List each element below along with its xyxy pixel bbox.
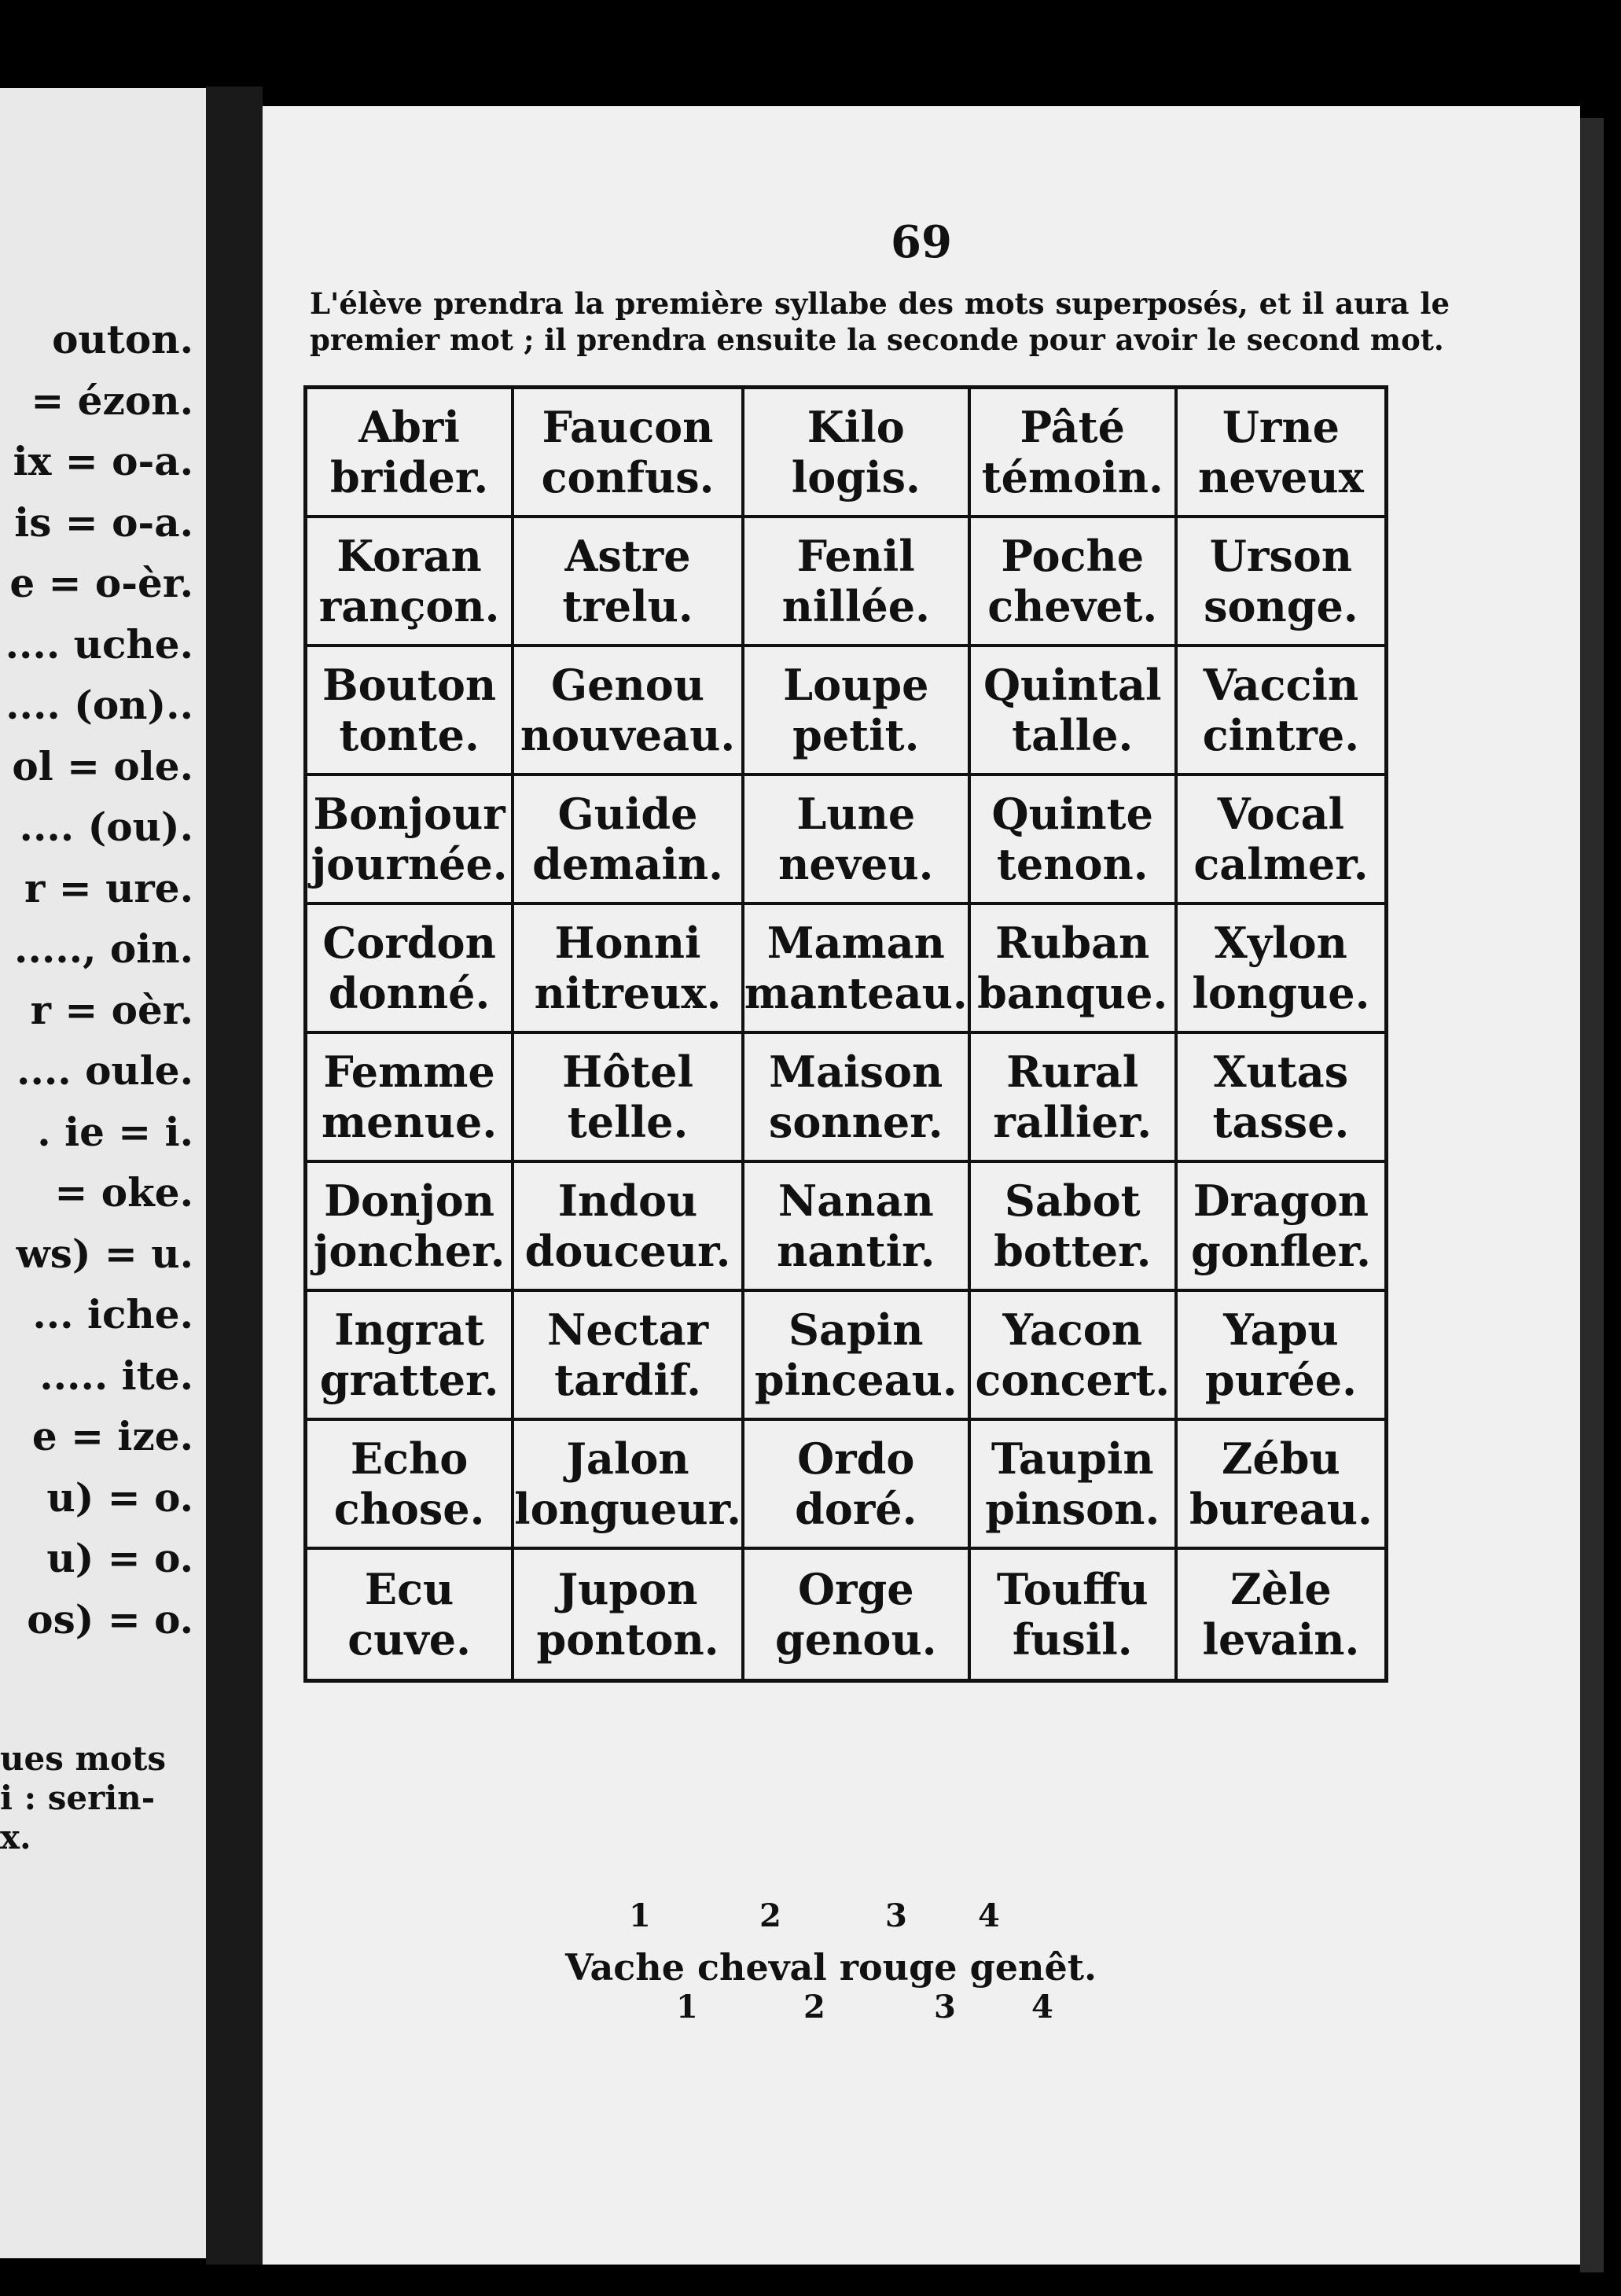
first-word: Astre — [564, 531, 691, 581]
left-page — [0, 88, 206, 2258]
second-word: trelu. — [562, 581, 693, 631]
left-page-line: ... iche. — [32, 1291, 193, 1337]
left-page-line: e = ize. — [31, 1413, 193, 1459]
second-word: rallier. — [993, 1097, 1152, 1147]
first-word: Dragon — [1193, 1176, 1369, 1226]
right-page — [263, 106, 1580, 2265]
first-word: Zébu — [1222, 1433, 1340, 1484]
second-word: petit. — [792, 710, 920, 760]
second-word: tasse. — [1212, 1097, 1350, 1147]
left-page-line: u) = o. — [46, 1535, 193, 1581]
second-word: cuve. — [347, 1614, 471, 1665]
left-page-line: .... (on).. — [6, 682, 193, 728]
first-word: Loupe — [783, 660, 929, 710]
first-word: Rural — [1006, 1047, 1139, 1097]
left-page-line: os) = o. — [27, 1595, 193, 1643]
grid-cell — [971, 1034, 1178, 1163]
first-word: Vaccin — [1203, 660, 1359, 710]
position-number: 4 — [1031, 1989, 1053, 2026]
grid-cell — [514, 1550, 744, 1679]
grid-cell — [514, 647, 744, 776]
second-word: témoin. — [981, 452, 1163, 502]
first-word: Bouton — [322, 660, 497, 710]
first-word: Xylon — [1214, 918, 1347, 968]
first-word: Yacon — [1002, 1304, 1142, 1355]
second-word: demain. — [532, 839, 723, 889]
first-word: Jupon — [557, 1564, 698, 1614]
grid-cell — [514, 905, 744, 1034]
second-word: ponton. — [536, 1614, 719, 1665]
grid-cell — [744, 776, 971, 905]
first-word: Yapu — [1223, 1304, 1339, 1355]
position-number: 3 — [885, 1897, 907, 1934]
left-page-line: = oke. — [54, 1169, 193, 1216]
first-word: Urson — [1209, 531, 1353, 581]
position-number: 2 — [803, 1989, 825, 2026]
second-word: manteau. — [744, 968, 968, 1018]
second-word: douceur. — [524, 1226, 731, 1276]
second-word: nantir. — [777, 1226, 935, 1276]
grid-cell — [971, 776, 1178, 905]
grid-cell — [1178, 905, 1384, 1034]
page-number: 69 — [891, 216, 952, 268]
first-word: Xutas — [1213, 1047, 1349, 1097]
second-word: neveux — [1198, 452, 1364, 502]
second-word: nillée. — [781, 581, 930, 631]
second-word: doré. — [795, 1484, 917, 1534]
second-word: chose. — [333, 1484, 485, 1534]
second-word: confus. — [541, 452, 715, 502]
second-word: longue. — [1192, 968, 1370, 1018]
grid-cell — [971, 1163, 1178, 1292]
grid-cell — [307, 1421, 514, 1550]
left-page-line: ....., oin. — [14, 925, 193, 972]
first-word: Zèle — [1230, 1564, 1332, 1614]
book-spine — [206, 86, 263, 2265]
grid-cell — [307, 647, 514, 776]
left-page-line: . ie = i. — [37, 1108, 193, 1155]
grid-cell — [307, 1550, 514, 1679]
first-word: Honni — [554, 918, 701, 968]
left-page-line: ol = ole. — [12, 742, 193, 789]
grid-cell — [971, 518, 1178, 647]
grid-cell — [514, 1034, 744, 1163]
grid-cell — [514, 389, 744, 518]
first-word: Bonjour — [313, 789, 505, 839]
first-word: Genou — [551, 660, 705, 710]
second-word: logis. — [791, 452, 921, 502]
left-page-line: is = o-a. — [14, 499, 193, 546]
first-word: Indou — [557, 1176, 698, 1226]
instruction-text: L'élève prendra la première syllabe des mots superposés, et il aura le premier mot ; il prendra ensuite la seconde pour avoir le second mot. — [310, 286, 1450, 357]
grid-cell — [307, 518, 514, 647]
first-word: Guide — [557, 789, 698, 839]
grid-cell — [307, 1163, 514, 1292]
second-word: talle. — [1012, 710, 1134, 760]
left-page-line: u) = o. — [46, 1474, 193, 1521]
second-word: neveu. — [778, 839, 934, 889]
grid-cell — [1178, 1550, 1384, 1679]
first-word: Koran — [336, 531, 482, 581]
first-word: Maman — [766, 918, 945, 968]
left-page-line: .... (ou). — [19, 804, 193, 850]
grid-cell — [514, 1292, 744, 1421]
left-page-note-line: x. — [0, 1818, 31, 1856]
first-word: Quintal — [983, 660, 1162, 710]
first-word: Abri — [358, 402, 460, 452]
first-word: Ecu — [364, 1564, 454, 1614]
grid-cell — [1178, 518, 1384, 647]
grid-cell — [744, 1292, 971, 1421]
first-word: Sabot — [1004, 1176, 1141, 1226]
first-word: Pâté — [1020, 402, 1125, 452]
page-edge — [1580, 118, 1604, 2272]
first-word: Maison — [769, 1047, 943, 1097]
grid-cell — [307, 389, 514, 518]
grid-cell — [1178, 1421, 1384, 1550]
first-word: Urne — [1222, 402, 1340, 452]
second-word: bureau. — [1189, 1484, 1373, 1534]
grid-cell — [307, 776, 514, 905]
left-page-line: e = o-èr. — [9, 560, 193, 606]
second-word: songe. — [1204, 581, 1358, 631]
second-word: tenon. — [996, 839, 1149, 889]
second-word: donné. — [328, 968, 491, 1018]
second-word: telle. — [567, 1097, 689, 1147]
left-page-note-line: ues mots — [0, 1739, 167, 1778]
left-page-line: ix = o-a. — [13, 438, 193, 484]
left-page-line: outon. — [52, 316, 193, 362]
left-page-line: .... uche. — [5, 620, 193, 668]
first-word: Orge — [797, 1564, 914, 1614]
grid-cell — [744, 1163, 971, 1292]
grid-cell — [1178, 1292, 1384, 1421]
first-word: Quinte — [991, 789, 1153, 839]
second-word: fusil. — [1012, 1614, 1133, 1665]
grid-cell — [307, 1034, 514, 1163]
first-word: Hôtel — [562, 1047, 693, 1097]
first-word: Vocal — [1217, 789, 1345, 839]
grid-cell — [744, 1550, 971, 1679]
grid-cell — [307, 1292, 514, 1421]
grid-cell — [514, 518, 744, 647]
grid-cell — [971, 389, 1178, 518]
left-page-line: r = ure. — [24, 864, 193, 911]
second-word: gratter. — [319, 1355, 499, 1405]
first-word: Echo — [350, 1433, 469, 1484]
second-word: tardif. — [554, 1355, 701, 1405]
position-number: 3 — [934, 1989, 956, 2026]
second-word: rançon. — [318, 581, 500, 631]
first-word: Ingrat — [334, 1304, 484, 1355]
grid-cell — [744, 389, 971, 518]
second-word: botter. — [994, 1226, 1152, 1276]
second-word: pinceau. — [754, 1355, 958, 1405]
left-page-line: = ézon. — [31, 377, 193, 424]
left-page-note-line: i : serin- — [0, 1779, 156, 1817]
first-word: Nanan — [777, 1176, 934, 1226]
grid-cell — [971, 1421, 1178, 1550]
example-sentence: Vache cheval rouge genêt. — [565, 1946, 1097, 1989]
second-word: nouveau. — [520, 710, 736, 760]
second-word: concert. — [975, 1355, 1171, 1405]
left-page-line: ws) = u. — [16, 1230, 193, 1277]
first-word: Nectar — [547, 1304, 709, 1355]
second-word: journée. — [311, 839, 508, 889]
grid-cell — [971, 647, 1178, 776]
first-word: Lune — [796, 789, 916, 839]
grid-cell — [744, 905, 971, 1034]
grid-cell — [971, 905, 1178, 1034]
first-word: Jalon — [566, 1433, 689, 1484]
grid-cell — [514, 776, 744, 905]
first-word: Taupin — [991, 1433, 1154, 1484]
position-number: 4 — [978, 1897, 1000, 1934]
first-word: Poche — [1001, 531, 1145, 581]
left-page-line: ..... ite. — [39, 1352, 193, 1399]
left-page-line: r = oèr. — [30, 986, 193, 1033]
second-word: brider. — [330, 452, 489, 502]
second-word: longueur. — [514, 1484, 741, 1534]
second-word: genou. — [775, 1614, 937, 1665]
first-word: Faucon — [542, 402, 714, 452]
grid-cell — [971, 1292, 1178, 1421]
grid-cell — [514, 1163, 744, 1292]
grid-cell — [744, 647, 971, 776]
second-word: nitreux. — [534, 968, 722, 1018]
position-number: 2 — [759, 1897, 781, 1934]
second-word: menue. — [322, 1097, 498, 1147]
grid-cell — [744, 518, 971, 647]
grid-cell — [744, 1421, 971, 1550]
second-word: chevet. — [987, 581, 1158, 631]
second-word: joncher. — [313, 1226, 505, 1276]
second-word: purée. — [1204, 1355, 1357, 1405]
grid-cell — [971, 1550, 1178, 1679]
second-word: tonte. — [339, 710, 480, 760]
grid-cell — [1178, 389, 1384, 518]
first-word: Fenil — [796, 531, 915, 581]
grid-cell — [1178, 776, 1384, 905]
position-number: 1 — [629, 1897, 651, 1934]
grid-cell — [514, 1421, 744, 1550]
grid-cell — [1178, 647, 1384, 776]
first-word: Sapin — [788, 1304, 924, 1355]
second-word: pinson. — [985, 1484, 1160, 1534]
second-word: cintre. — [1202, 710, 1360, 760]
position-number: 1 — [676, 1989, 698, 2026]
second-word: banque. — [977, 968, 1168, 1018]
second-word: calmer. — [1193, 839, 1369, 889]
first-word: Cordon — [322, 918, 496, 968]
left-page-line: .... oule. — [17, 1047, 193, 1094]
first-word: Femme — [323, 1047, 495, 1097]
second-word: sonner. — [768, 1097, 943, 1147]
grid-cell — [1178, 1163, 1384, 1292]
grid-cell — [744, 1034, 971, 1163]
grid-cell — [307, 905, 514, 1034]
first-word: Ordo — [797, 1433, 915, 1484]
second-word: levain. — [1202, 1614, 1360, 1665]
syllable-grid — [303, 385, 1388, 1683]
first-word: Touffu — [996, 1564, 1149, 1614]
first-word: Ruban — [995, 918, 1150, 968]
first-word: Donjon — [324, 1176, 495, 1226]
second-word: gonfler. — [1190, 1226, 1371, 1276]
grid-cell — [1178, 1034, 1384, 1163]
first-word: Kilo — [807, 402, 905, 452]
